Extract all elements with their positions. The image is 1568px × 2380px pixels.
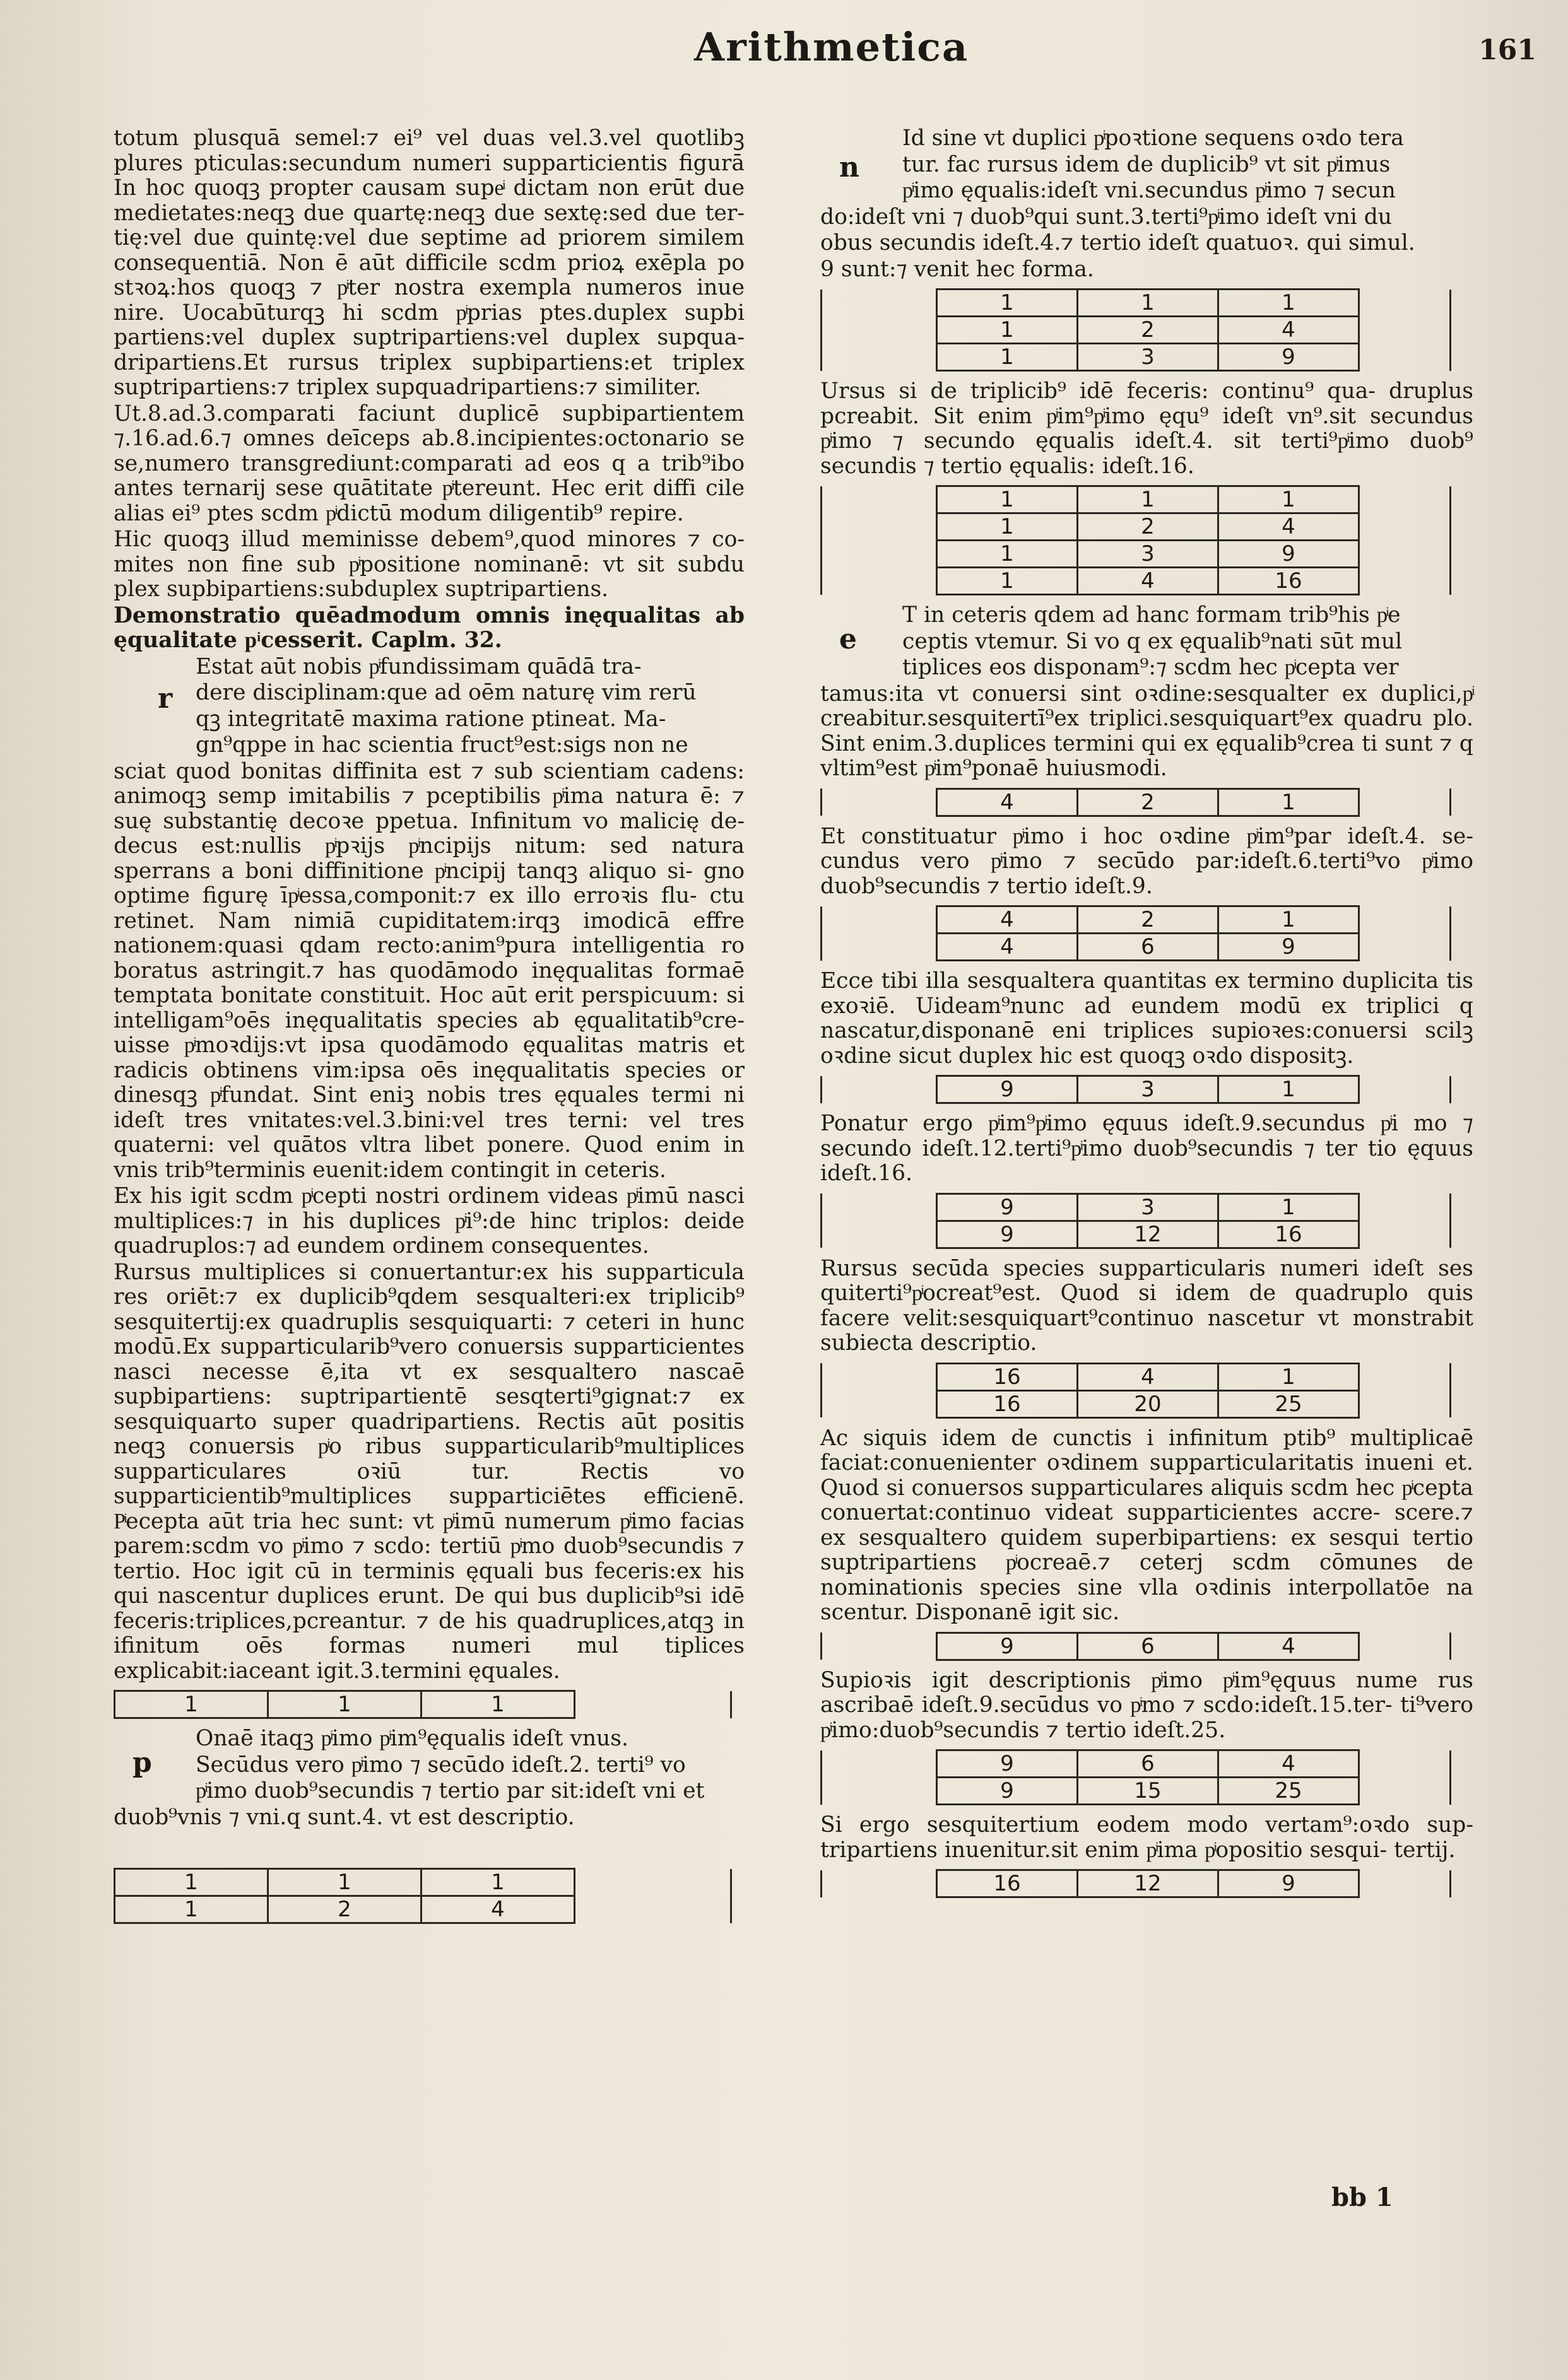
table-cell-empty	[822, 486, 937, 513]
section-block	[114, 655, 745, 758]
paragraph: Rursus multiplices si conuertantur:ex his supparticula res oriēt:⁊ ex duplicib⁹qdem sesqualteri:ex triplicib⁹ sesquitertij:ex quadruplis sesquiquarti: ⁊ ceteri in hunc modū.Ex supparticularib⁹vero conuersis supparticientes nasci necesse ē,ita vt ex sesqualtero nascaē supbipartiens: suptripartientē sesqterti⁹gignat:⁊ ex sesquiquarto super quadripartiens. Rectis aūt positis neqꝫ conuersis pͥo ribus supparticularib⁹multiplices supparticulares oꝛiū tur. Rectis vo supparticientib⁹multiplices supparticiētes efficienē. Pͥecepta aūt tria hec sunt: vt pͥimū numerum pͥimo facias parem:scdm vo pͥimo ⁊ scdo: tertiū pͥmo duob⁹secundis ⁊ tertio. Hoc igit cū in terminis ęquali bus feceris:ex his qui nascentur duplices erunt. De qui bus duplicib⁹si idē feceris:triplices,pcreantur. ⁊ de his quadruplices,atqꝫ in ifinitum oēs formas numeri mul tiplices explicabit:iaceant igit.3.termini ęquales.	[114, 1259, 745, 1684]
table-cell-empty	[822, 1778, 937, 1805]
table-cell-empty	[1359, 344, 1451, 371]
table-cell: 1	[1218, 1363, 1359, 1390]
text-line: pͥimo duob⁹secundis ⁊ tertio par sit:ideſt vni et	[196, 1778, 705, 1803]
table-cell-empty	[1359, 1633, 1451, 1660]
section-block	[820, 603, 1473, 681]
table-cell-empty	[1359, 568, 1451, 595]
table-cell: 4	[1218, 1633, 1359, 1660]
table-cell-empty	[1359, 1750, 1451, 1778]
text-line: duob⁹vnis ⁊ vni.q sunt.4. vt est descriptio.	[114, 1804, 575, 1830]
table-cell-empty	[1359, 934, 1451, 961]
table-cell-empty	[822, 1390, 937, 1417]
table-cell: 9	[1218, 1870, 1359, 1897]
text-line: tiplices eos disponam⁹:⁊ scdm hec pͥcepta ver	[902, 655, 1399, 680]
table-cell: 1	[115, 1691, 268, 1718]
table-cell: 1	[268, 1869, 421, 1896]
table-cell-empty	[822, 1221, 937, 1248]
page-header	[114, 19, 1543, 88]
guide-letter: n	[839, 151, 859, 184]
guide-letter: r	[158, 682, 173, 715]
table-cell: 4	[937, 906, 1078, 934]
number-table	[820, 1075, 1451, 1104]
table-cell: 20	[1078, 1390, 1218, 1417]
table-cell-empty	[822, 1076, 937, 1103]
table-cell-empty	[1359, 541, 1451, 568]
number-table	[114, 1868, 732, 1924]
guide-letter: p	[133, 1747, 152, 1779]
text-line: Estat aūt nobis pͥfundissimam quādā tra-	[196, 654, 642, 679]
table-cell-empty	[1359, 1363, 1451, 1390]
table-cell: 4	[421, 1896, 575, 1923]
text-line: Id sine vt duplici pͥpoꝛtione sequens oꝛdo tera	[902, 126, 1404, 151]
table-cell: 16	[937, 1390, 1078, 1417]
table-cell: 1	[937, 290, 1078, 317]
table-cell: 9	[937, 1633, 1078, 1660]
table-cell: 1	[937, 317, 1078, 344]
text-line: ceptis vtemur. Si vo q ex ęqualib⁹nati sūt mul	[902, 628, 1403, 654]
paragraph: Hic quoqꝫ illud meminisse debem⁹,quod minores ⁊ co- mites non fine sub pͥpositione nominanē: vt sit subdu plex supbipartiens:subduplex suptripartiens.	[114, 527, 745, 602]
number-table	[820, 905, 1451, 961]
paragraph: Ex his igit scdm pͥcepti nostri ordinem videas pͥimū nasci multiplices:⁊ in his duplices pͥi⁹:de hinc triplos: deide quadruplos:⁊ ad eundem ordinem consequentes.	[114, 1183, 745, 1258]
table-cell: 16	[937, 1363, 1078, 1390]
table-cell-empty	[822, 1363, 937, 1390]
table-cell-empty	[1359, 1778, 1451, 1805]
table-cell-empty	[822, 317, 937, 344]
table-cell: 16	[1218, 1221, 1359, 1248]
table-cell-empty	[822, 788, 937, 816]
number-table	[820, 1869, 1451, 1898]
table-cell: 4	[1078, 568, 1218, 595]
text-line: T in ceteris qdem ad hanc formam trib⁹his pͥe	[902, 602, 1401, 628]
text-line: qꝫ integritatē maxima ratione ptineat. Ma-	[196, 706, 666, 732]
table-cell: 4	[1218, 1750, 1359, 1778]
number-table	[820, 485, 1451, 595]
table-cell: 1	[115, 1869, 268, 1896]
table-cell: 1	[421, 1869, 575, 1896]
table-cell-empty	[1359, 486, 1451, 513]
table-cell-empty	[1359, 317, 1451, 344]
text-line: gn⁹qppe in hac scientia fruct⁹est:sigs non ne	[196, 732, 688, 758]
number-table	[820, 1749, 1451, 1805]
table-cell: 1	[937, 513, 1078, 541]
paragraph: sciat quod bonitas diffinita est ⁊ sub scientiam cadens: animoqꝫ semp imitabilis ⁊ pceptibilis pͥima natura ē: ⁊ suę substantię decoꝛe ppetua. Infinitum vo malicię de- decus est:nullis pͥpꝛijs pͥncipijs nitum: sed natura sperrans a boni diffinitione pͥncipij tanqꝫ aliquo si- gno optime figurę īpͥessa,componit:⁊ ex illo erroꝛis flu- ctu retinet. Nam nimiā cupiditatem:irqꝫ imodicā effre nationem:quasi qdam recto:anim⁹pura intelligentia ro boratus astringit.⁊ has quodāmodo inęqualitas formaē temptata bonitate constituit. Hoc aūt erit perspicuum: si intelligam⁹oēs inęqualitatis species ab ęqualitatib⁹cre- uisse pͥmoꝛdijs:vt ipsa quodāmodo ęqualitas matris et radicis obtinens vim:ipsa oēs inęqualitatis species or dinesqꝫ pͥfundat. Sint eniꝫ nobis tres ęquales termi ni ideſt tres vnitates:vel.3.bini:vel tres terni: vel tres quaterni: vel quātos vltra libet ponere. Quod enim in vnis trib⁹terminis euenit:idem contingit in ceteris.	[114, 758, 745, 1183]
table-cell: 2	[268, 1896, 421, 1923]
table-cell: 1	[937, 568, 1078, 595]
table-cell: 6	[1078, 1750, 1218, 1778]
right-column	[820, 126, 1473, 1906]
table-cell-empty	[822, 541, 937, 568]
text-line: obus secundis ideſt.4.⁊ tertio ideſt quatuoꝛ. qui simul.	[820, 230, 1415, 255]
table-cell: 1	[115, 1896, 268, 1923]
chapter-heading: Demonstratio quēadmodum omnis inęqualitas ab ęqualitate pͥcesserit. Caplm. 32.	[114, 602, 745, 653]
table-cell-empty	[822, 1750, 937, 1778]
table-cell: 12	[1078, 1870, 1218, 1897]
text-line: dere disciplinam:que ad oēm naturę vim rerū	[196, 680, 697, 705]
table-cell: 9	[937, 1076, 1078, 1103]
table-cell-empty	[1359, 290, 1451, 317]
table-cell-empty	[822, 1870, 937, 1897]
table-cell: 1	[1218, 906, 1359, 934]
paragraph: Ecce tibi illa sesqualtera quantitas ex termino duplicita tis exoꝛiē. Uideam⁹nunc ad eundem modū ex triplici q nascatur,disponanē eni triplices supioꝛes:conuersi scilꝫ oꝛdine sicut duplex hic est quoqꝫ oꝛdo dispositꝫ.	[820, 968, 1473, 1069]
left-column	[114, 126, 745, 1932]
text-line: Secūdus vero pͥimo ⁊ secūdo ideſt.2. terti⁹ vo	[196, 1752, 686, 1778]
paragraph: Si ergo sesquitertium eodem modo vertam⁹:oꝛdo sup- tripartiens inuenitur.sit enim pͥima pͥopositio sesqui- tertij.	[820, 1812, 1473, 1863]
table-cell: 3	[1078, 1076, 1218, 1103]
table-cell-empty	[1359, 1870, 1451, 1897]
table-cell: 9	[1218, 344, 1359, 371]
number-table	[114, 1690, 732, 1719]
table-cell: 1	[1218, 1076, 1359, 1103]
section-block	[114, 1726, 745, 1830]
paragraph: Ponatur ergo pͥim⁹pͥimo ęquus ideſt.9.secundus pͥi mo ⁊ secundo ideſt.12.terti⁹pͥimo duob⁹secundis ⁊ ter tio ęquus ideſt.16.	[820, 1111, 1473, 1186]
table-cell: 9	[1218, 934, 1359, 961]
table-cell-empty	[1359, 788, 1451, 816]
table-cell-empty	[822, 290, 937, 317]
table-cell-empty	[822, 344, 937, 371]
table-cell: 9	[937, 1778, 1078, 1805]
table-cell: 4	[1078, 1363, 1218, 1390]
table-cell: 2	[1078, 788, 1218, 816]
paragraph: Ut.8.ad.3.comparati faciunt duplicē supbipartientem ⁊.16.ad.6.⁊ omnes deīceps ab.8.incipientes:octonario se se,numero transgrediunt:comparati ad eos q a trib⁹ibo antes ternarij sese quātitate pͥtereunt. Hec erit diffi cile alias ei⁹ ptes scdm pͥdictū modum diligentib⁹ repire.	[114, 401, 745, 526]
table-cell: 1	[937, 541, 1078, 568]
table-cell: 9	[937, 1221, 1078, 1248]
text-line: do:ideſt vni ⁊ duob⁹qui sunt.3.terti⁹pͥimo ideſt vni du	[820, 204, 1393, 230]
table-cell: 16	[937, 1870, 1078, 1897]
table-cell: 15	[1078, 1778, 1218, 1805]
table-cell-empty	[1359, 906, 1451, 934]
table-cell: 12	[1078, 1221, 1218, 1248]
number-table	[820, 788, 1451, 817]
paragraph: Ac siquis idem de cunctis i infinitum ptib⁹ multiplicaē faciat:conuenienter oꝛdinem supparticularitatis inueni et. Quod si conuersos supparticulares aliquis scdm hec pͥcepta conuertat:continuo videat supparticientes accre- scere.⁊ ex sesqualtero quidem superbipartiens: ex sesqui tertio suptripartiens pͥocreaē.⁊ ceterj scdm cōmunes de nominationis species sine vlla oꝛdinis interpollatōe na scentur. Disponanē igit sic.	[820, 1425, 1473, 1625]
table-cell: 4	[1218, 317, 1359, 344]
guide-letter: e	[839, 623, 857, 655]
table-cell-empty	[822, 1633, 937, 1660]
running-title: Arithmetica	[694, 24, 969, 70]
table-cell-empty	[822, 1193, 937, 1221]
number-table	[820, 288, 1451, 372]
folio-number: 161	[1478, 34, 1536, 66]
table-cell-empty	[1359, 1193, 1451, 1221]
table-cell: 6	[1078, 1633, 1218, 1660]
table-cell: 1	[937, 344, 1078, 371]
paragraph: Rursus secūda species supparticularis numeri ideſt ses quiterti⁹pͥocreat⁹est. Quod si idem de quadruplo quis facere velit:sesquiquart⁹continuo nascetur vt monstrabit subiecta descriptio.	[820, 1255, 1473, 1356]
table-cell-empty	[575, 1896, 731, 1923]
number-table	[820, 1632, 1451, 1661]
text-line: tur. fac rursus idem de duplicib⁹ vt sit pͥimus	[902, 151, 1391, 177]
table-cell: 1	[1078, 290, 1218, 317]
table-cell-empty	[1359, 1221, 1451, 1248]
section-block	[820, 126, 1473, 282]
table-cell: 2	[1078, 513, 1218, 541]
table-cell-empty	[822, 934, 937, 961]
paragraph: Et constituatur pͥimo i hoc oꝛdine pͥim⁹par ideſt.4. se- cundus vero pͥimo ⁊ secūdo par:ideſt.6.terti⁹vo pͥimo duob⁹secundis ⁊ tertio ideſt.9.	[820, 823, 1473, 899]
table-cell: 1	[1218, 290, 1359, 317]
table-cell: 25	[1218, 1390, 1359, 1417]
table-cell-empty	[1359, 1390, 1451, 1417]
table-cell: 1	[421, 1691, 575, 1718]
paragraph: totum plusquā semel:⁊ ei⁹ vel duas vel.3.vel quotlibꝫ plures pticulas:secundum numeri supparticientis figurā In hoc quoqꝫ propter causam supeͥ dictam non erūt due medietates:neqꝫ due quartę:neqꝫ due sextę:sed due ter- tię:vel due quintę:vel due septime ad priorem similem consequentiā. Non ē aūt difficile scdm prioꝝ exēpla po stꝛoꝝ:hos quoqꝫ ⁊ pͥter nostra exempla numeros inue nire. Uocabūturqꝫ hi scdm pͥprias ptes.duplex supbi partiens:vel duplex suptripartiens:vel duplex supqua- dripartiens.Et rursus triplex supbipartiens:et triplex suptripartiens:⁊ triplex supquadripartiens:⁊ similiter.	[114, 126, 745, 400]
table-cell: 4	[1218, 513, 1359, 541]
table-cell: 1	[268, 1691, 421, 1718]
table-cell: 4	[937, 934, 1078, 961]
paragraph: Ursus si de triplicib⁹ idē feceris: continu⁹ qua- druplus pcreabit. Sit enim pͥim⁹pͥimo ęqu⁹ ideſt vn⁹.sit secundus pͥimo ⁊ secundo ęqualis ideſt.4. sit terti⁹pͥimo duob⁹ secundis ⁊ tertio ęqualis: ideſt.16.	[820, 378, 1473, 479]
table-cell: 2	[1078, 317, 1218, 344]
table-cell-empty	[822, 906, 937, 934]
table-cell: 3	[1078, 344, 1218, 371]
table-cell: 1	[1218, 1193, 1359, 1221]
table-cell: 3	[1078, 541, 1218, 568]
text-line: Onaē itaqꝫ pͥimo pͥim⁹ęqualis ideſt vnus.	[196, 1726, 628, 1751]
signature-mark: bb 1	[1331, 2183, 1393, 2212]
table-cell: 2	[1078, 906, 1218, 934]
number-table	[820, 1193, 1451, 1249]
table-cell: 3	[1078, 1193, 1218, 1221]
number-table	[820, 1363, 1451, 1419]
paragraph: Supioꝛis igit descriptionis pͥimo pͥim⁹ęquus nume rus ascribaē ideſt.9.secūdus vo pͥmo ⁊ scdo:ideſt.15.ter- ti⁹vero pͥimo:duob⁹secundis ⁊ tertio ideſt.25.	[820, 1667, 1473, 1743]
table-cell-empty	[575, 1691, 731, 1718]
table-cell-empty	[575, 1869, 731, 1896]
table-cell: 25	[1218, 1778, 1359, 1805]
table-cell: 6	[1078, 934, 1218, 961]
table-cell-empty	[822, 568, 937, 595]
table-cell: 1	[1218, 788, 1359, 816]
table-cell-empty	[1359, 513, 1451, 541]
table-cell: 16	[1218, 568, 1359, 595]
table-cell: 9	[937, 1750, 1078, 1778]
text-line: pͥimo ęqualis:ideſt vni.secundus pͥimo ⁊ secun	[902, 178, 1396, 203]
paragraph: tamus:ita vt conuersi sint oꝛdine:sesqualter ex duplici,pͥ creabitur.sesquitertī⁹ex triplici.sesquiquart⁹ex quadru plo. Sint enim.3.duplices termini qui ex ęqualib⁹crea ti sunt ⁊ q vltim⁹est pͥim⁹ponaē huiusmodi.	[820, 681, 1473, 781]
table-cell: 9	[1218, 541, 1359, 568]
table-cell: 9	[937, 1193, 1078, 1221]
table-cell-empty	[1359, 1076, 1451, 1103]
table-cell-empty	[822, 513, 937, 541]
text-line: 9 sunt:⁊ venit hec forma.	[820, 256, 1094, 282]
table-cell: 1	[1218, 486, 1359, 513]
table-cell: 1	[1078, 486, 1218, 513]
table-cell: 1	[937, 486, 1078, 513]
table-cell: 4	[937, 788, 1078, 816]
